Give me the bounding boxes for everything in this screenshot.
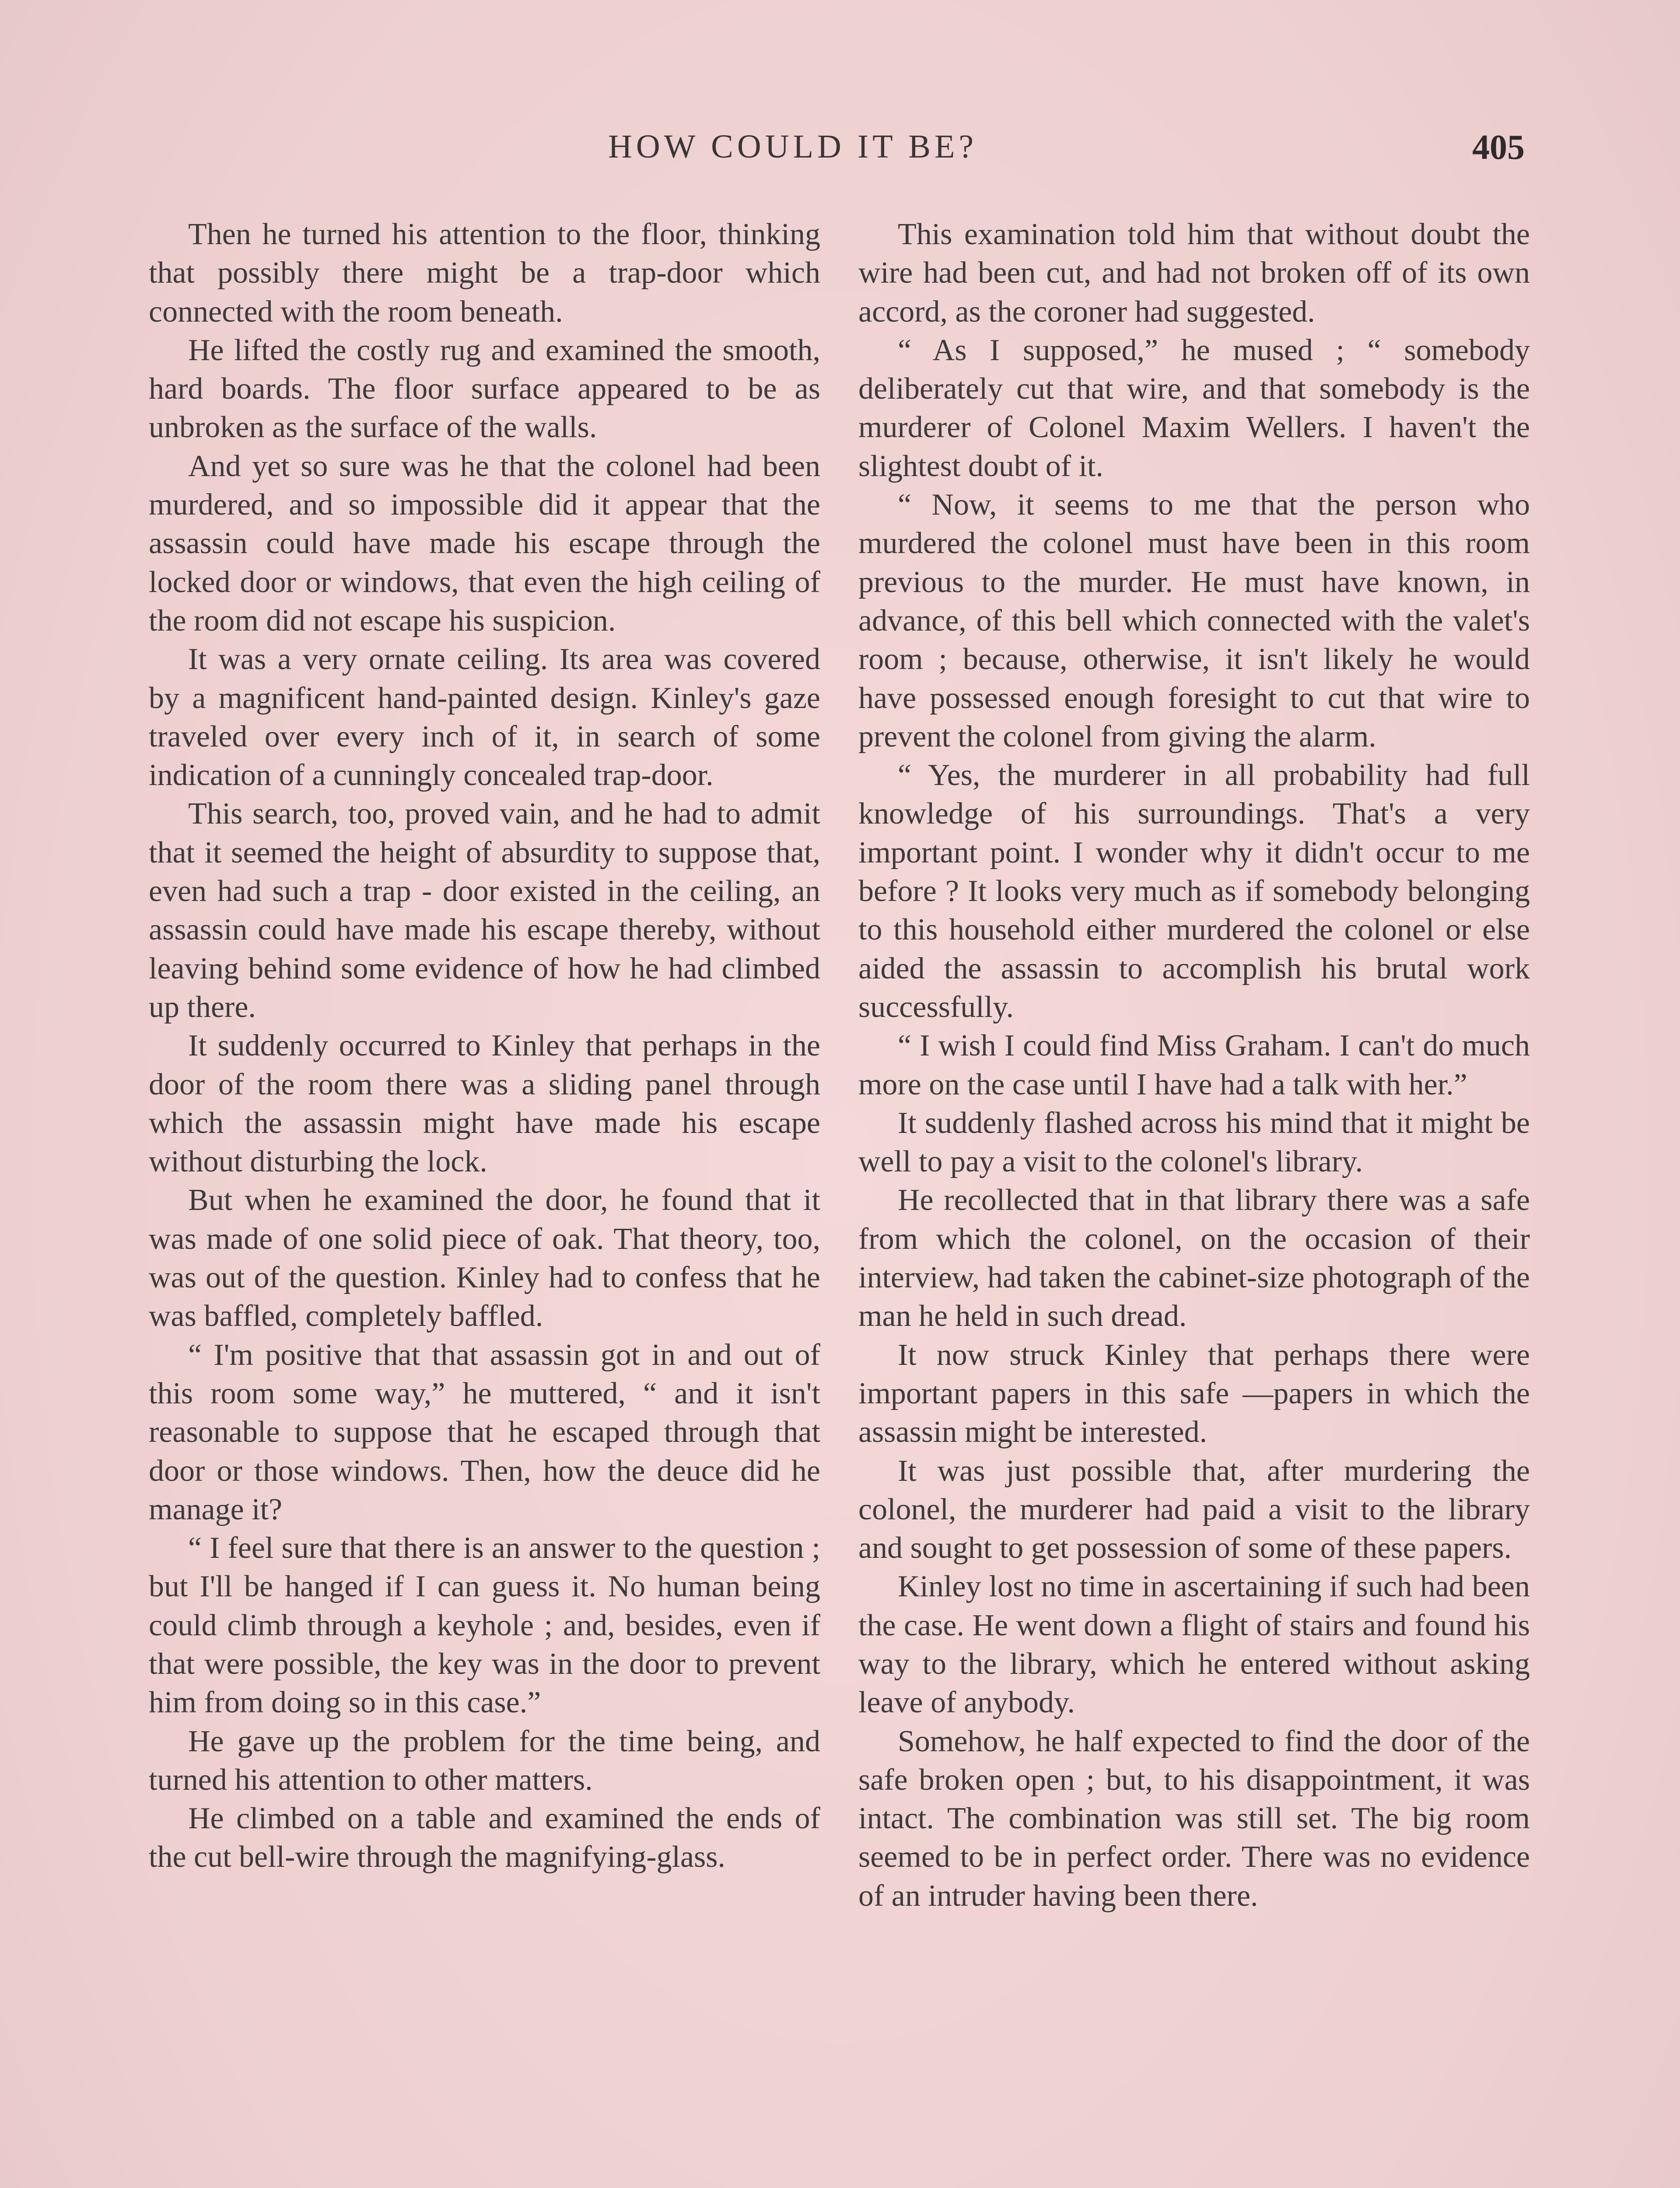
paragraph: It now struck Kinley that perhaps there were important papers in this safe —papers in which the assassin might be interested. [858,1338,1530,1449]
paragraph: “ I wish I could find Miss Graham. I can't do much more on the case until I have had a talk with her.” [858,1029,1530,1101]
paragraph: He gave up the problem for the time being, and turned his attention to other matters. [149,1724,820,1797]
paragraph: It suddenly flashed across his mind that it might be well to pay a visit to the colonel's library. [858,1106,1530,1179]
paragraph: “ Now, it seems to me that the person who murdered the colonel must have been in this room previous to the murder. He must have known, in advance, of this bell which connected with the valet's room ; because, otherwise, it isn't likely he would have possessed enough foresight to cut that wire to prevent the colonel from giving the alarm. [858,488,1530,754]
right-column [858,215,1530,1915]
paragraph: “ As I supposed,” he mused ; “ somebody deliberately cut that wire, and that somebody is the murderer of Colonel Maxim Wellers. I haven't the slightest doubt of it. [858,333,1530,483]
left-column [149,215,820,1877]
paragraph: “ Yes, the murderer in all probability had full knowledge of his surroundings. That's a very important point. I wonder why it didn't occur to me before ? It looks very much as if somebody belonging to this household either murdered the colonel or else aided the assassin to accomplish his brutal work successfully. [858,758,1530,1024]
paragraph: It was a very ornate ceiling. Its area was covered by a magnificent hand-painted design. Kinley's gaze traveled over every inch of it, in search of some indication of a cunningly concealed trap-door. [149,642,820,792]
page-number: 405 [1472,128,1525,167]
paragraph: This examination told him that without doubt the wire had been cut, and had not broken off of its own accord, as the coroner had suggested. [858,217,1530,329]
paragraph: He lifted the costly rug and examined the smooth, hard boards. The floor surface appeared to be as unbroken as the surface of the walls. [149,333,820,445]
paragraph: Somehow, he half expected to find the door of the safe broken open ; but, to his disappointment, it was intact. The combination was still set. The big room seemed to be in perfect order. There was no evidence of an intruder having been there. [858,1724,1530,1913]
paragraph: It suddenly occurred to Kinley that perhaps in the door of the room there was a sliding panel through which the assassin might have made his escape without disturbing the lock. [149,1029,820,1179]
paragraph: Kinley lost no time in ascertaining if such had been the case. He went down a flight of stairs and found his way to the library, which he entered without asking leave of anybody. [858,1570,1530,1720]
paragraph: He recollected that in that library there was a safe from which the colonel, on the occasion of their interview, had taken the cabinet-size photograph of the man he held in such dread. [858,1183,1530,1333]
paragraph: But when he examined the door, he found that it was made of one solid piece of oak. That theory, too, was out of the question. Kinley had to confess that he was baffled, completely baffled. [149,1183,820,1333]
paragraph: And yet so sure was he that the colonel had been murdered, and so impossible did it appear that the assassin could have made his escape through the locked door or windows, that even the high ceiling of the room did not escape his suspicion. [149,449,820,638]
running-head: HOW COULD IT BE? [608,128,978,165]
paragraph: It was just possible that, after murdering the colonel, the murderer had paid a visit to the library and sought to get possession of some of these papers. [858,1454,1530,1565]
paragraph: Then he turned his attention to the floor, thinking that possibly there might be a trap-door which connected with the room beneath. [149,217,820,329]
paragraph: This search, too, proved vain, and he had to admit that it seemed the height of absurdity to suppose that, even had such a trap - door existed in the ceiling, an assassin could have made his escape thereby, without leaving behind some evidence of how he had climbed up there. [149,797,820,1024]
paragraph: He climbed on a table and examined the ends of the cut bell-wire through the magnifying-glass. [149,1802,820,1874]
paragraph: “ I feel sure that there is an answer to the question ; but I'll be hanged if I can guess it. No human being could climb through a keyhole ; and, besides, even if that were possible, the key was in the door to prevent him from doing so in this case.” [149,1531,820,1720]
paragraph: “ I'm positive that that assassin got in and out of this room some way,” he muttered, “ and it isn't reasonable to suppose that he escaped through that door or those windows. Then, how the deuce did he manage it? [149,1338,820,1526]
